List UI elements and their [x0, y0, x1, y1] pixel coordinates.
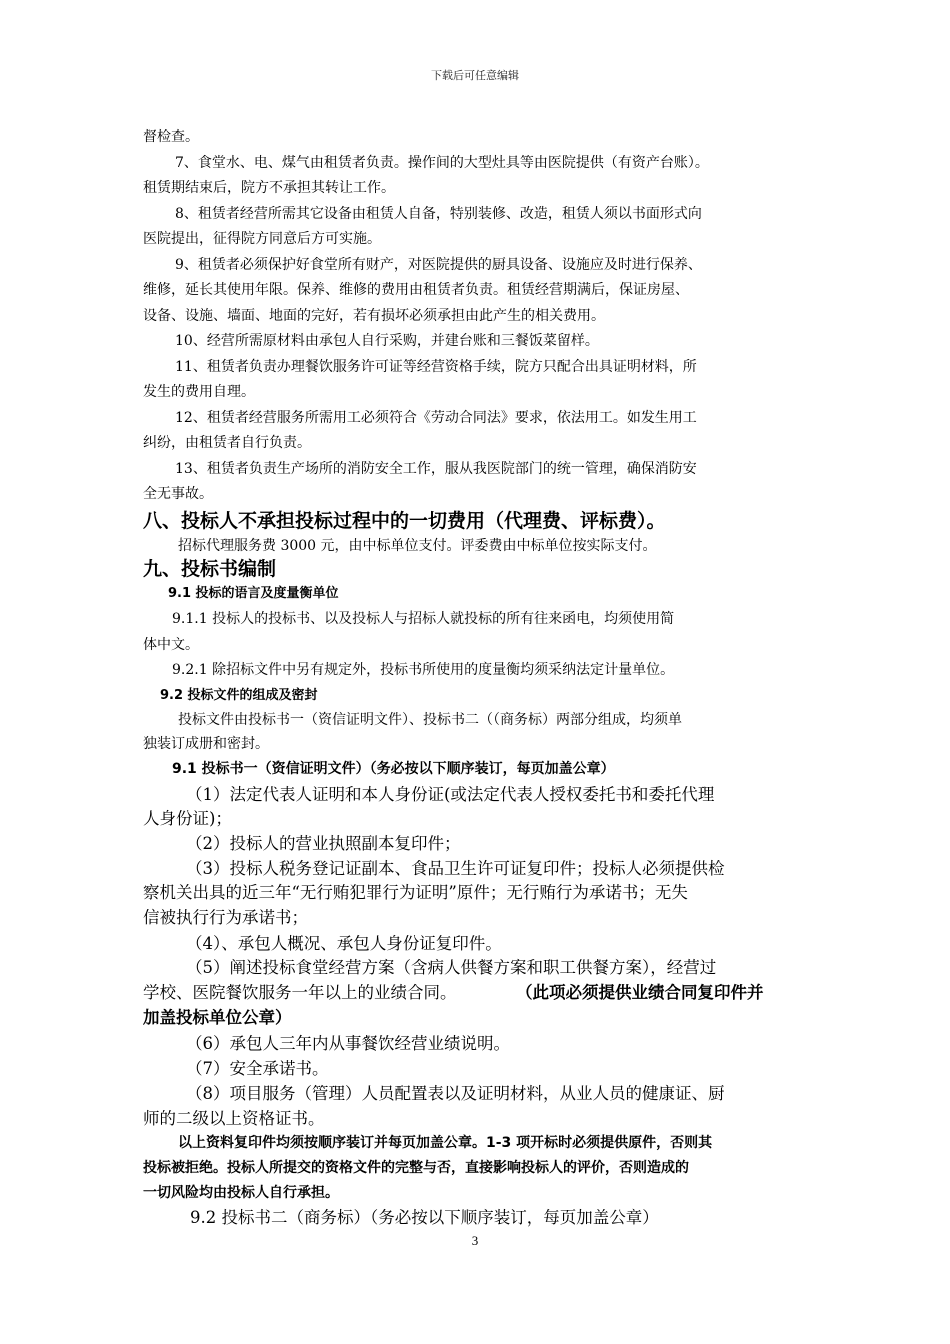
text-line: 投标文件由投标书一（资信证明文件）、投标书二（（商务标）两部分组成，均须单 — [178, 712, 682, 728]
text-line: 9.2.1 除招标文件中另有规定外，投标书所使用的度量衡均须采纳法定计量单位。 — [172, 662, 675, 678]
emphasis-text: （此项必须提供业绩合同复印件并 — [516, 983, 764, 1002]
text-line: 独装订成册和密封。 — [143, 736, 269, 752]
page-number: 3 — [471, 1233, 479, 1248]
notice-text: 以上资料复印件均须按顺序装订并每页加盖公章。1-3 项开标时必须提供原件，否则其 — [178, 1135, 713, 1151]
notice-text: 一切风险均由投标人自行承担。 — [143, 1185, 339, 1201]
text-line: 体中文。 — [143, 637, 199, 653]
text-line: （1）法定代表人证明和本人身份证(或法定代表人授权委托书和委托代理 — [186, 785, 715, 804]
text-line: （6）承包人三年内从事餐饮经营业绩说明。 — [186, 1034, 510, 1053]
text-line: 7、食堂水、电、煤气由租赁者负责。操作间的大型灶具等由医院提供（有资产台账）。 — [175, 155, 709, 171]
text-line: 维修，延长其使用年限。保养、维修的费用由租赁者负责。租赁经营期满后，保证房屋、 — [143, 282, 689, 298]
text-line: 纠纷，由租赁者自行负责。 — [143, 435, 311, 451]
text-line: 全无事故。 — [143, 486, 213, 502]
text-line: 12、租赁者经营服务所需用工必须符合《劳动合同法》要求，依法用工。如发生用工 — [175, 410, 697, 426]
subsection-heading: 9.2 投标文件的组成及密封 — [160, 688, 318, 703]
text-line: 学校、医院餐饮服务一年以上的业绩合同。 — [143, 983, 457, 1002]
text-line: （5）阐述投标食堂经营方案（含病人供餐方案和职工供餐方案），经营过 — [186, 958, 717, 977]
text-line: 招标代理服务费 3000 元，由中标单位支付。评委费由中标单位按实际支付。 — [178, 538, 657, 554]
text-line: （7）安全承诺书。 — [186, 1059, 329, 1078]
text-line: 9.2 投标书二（商务标）（务必按以下顺序装订，每页加盖公章） — [190, 1208, 659, 1227]
text-line: 10、经营所需原材料由承包人自行采购，并建台账和三餐饭菜留样。 — [175, 333, 599, 349]
emphasis-text: 加盖投标单位公章） — [143, 1008, 292, 1027]
subsection-heading: 9.1 投标的语言及度量衡单位 — [168, 586, 339, 601]
text-line: （4）、承包人概况、承包人身份证复印件。 — [186, 934, 502, 953]
text-line: 8、租赁者经营所需其它设备由租赁人自备，特别装修、改造，租赁人须以书面形式向 — [175, 206, 702, 222]
text-line: （2）投标人的营业执照副本复印件； — [186, 834, 461, 853]
page-header: 下载后可任意编辑 — [431, 69, 519, 82]
section-heading-8: 八、投标人不承担投标过程中的一切费用（代理费、评标费）。 — [143, 510, 666, 532]
text-line: 发生的费用自理。 — [143, 384, 255, 400]
text-line: 13、租赁者负责生产场所的消防安全工作，服从我医院部门的统一管理，确保消防安 — [175, 461, 697, 477]
text-line: 信被执行行为承诺书； — [143, 908, 308, 927]
notice-text: 投标被拒绝。投标人所提交的资格文件的完整与否，直接影响投标人的评价，否则造成的 — [143, 1160, 689, 1176]
text-line: 师的二级以上资格证书。 — [143, 1109, 325, 1128]
text-line: 设备、设施、墙面、地面的完好，若有损坏必须承担由此产生的相关费用。 — [143, 308, 605, 324]
text-line: （8）项目服务（管理）人员配置表以及证明材料，从业人员的健康证、厨 — [186, 1084, 725, 1103]
text-line: 人身份证)； — [143, 809, 232, 828]
text-line: 察机关出具的近三年“无行贿犯罪行为证明”原件；无行贿行为承诺书；无失 — [143, 883, 688, 902]
section-heading-9: 九、投标书编制 — [143, 558, 277, 580]
text-line: 医院提出，征得院方同意后方可实施。 — [143, 231, 381, 247]
text-line: 11、租赁者负责办理餐饮服务许可证等经营资格手续，院方只配合出具证明材料，所 — [175, 359, 697, 375]
text-line: 督检查。 — [143, 129, 199, 145]
text-line: 9.1.1 投标人的投标书、以及投标人与招标人就投标的所有往来函电，均须使用简 — [172, 611, 675, 627]
text-line: 租赁期结束后，院方不承担其转让工作。 — [143, 180, 395, 196]
text-line: （3）投标人税务登记证副本、食品卫生许可证复印件；投标人必须提供检 — [186, 859, 725, 878]
subsection-heading: 9.1 投标书一（资信证明文件）（务必按以下顺序装订，每页加盖公章） — [172, 761, 615, 777]
text-line: 9、租赁者必须保护好食堂所有财产，对医院提供的厨具设备、设施应及时进行保养、 — [175, 257, 702, 273]
